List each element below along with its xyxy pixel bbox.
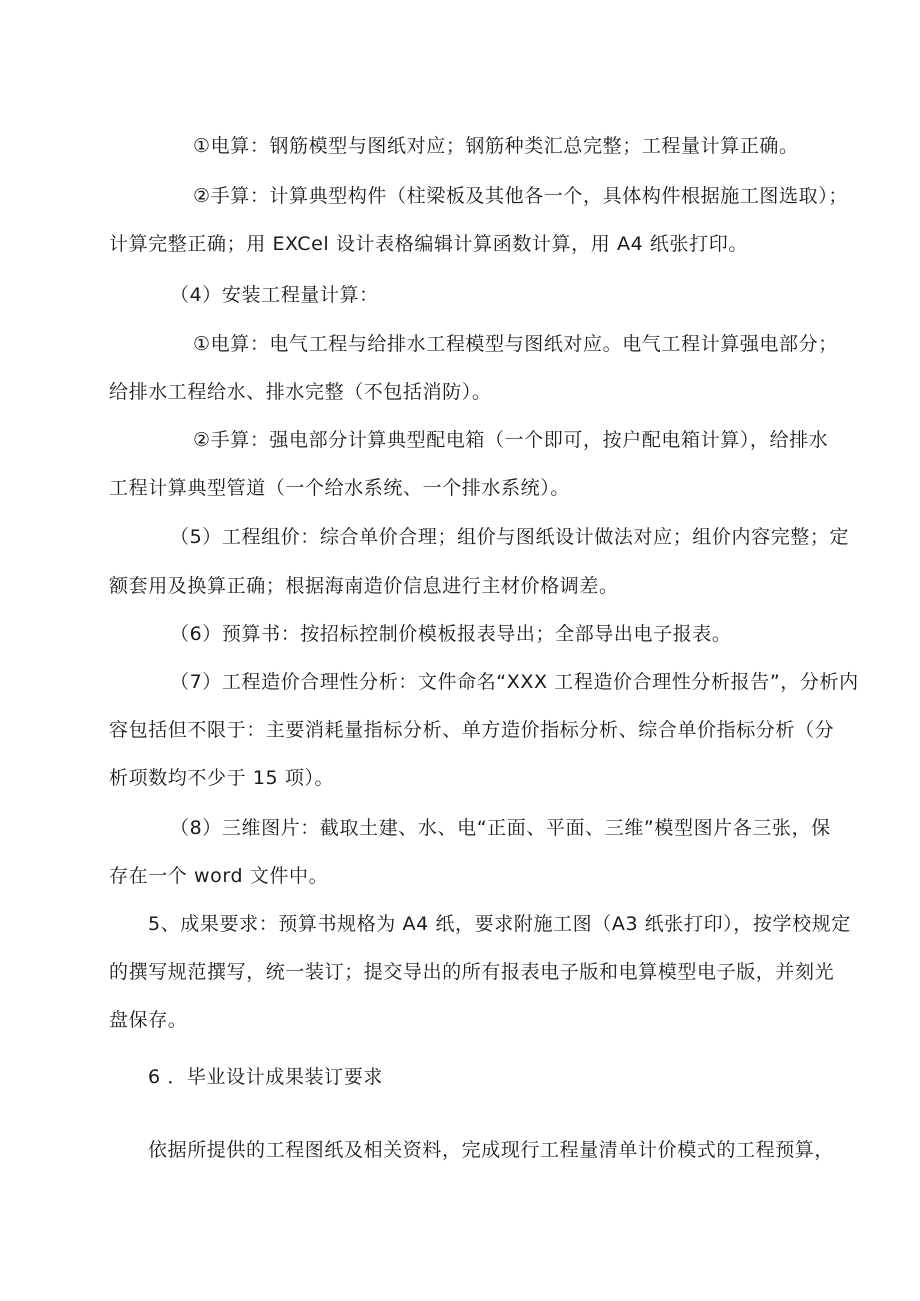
- text-line: ①电算：电气工程与给排水工程模型与图纸对应。电气工程计算强电部分；: [193, 333, 838, 355]
- text-line: （7）工程造价合理性分析：文件命名“XXX 工程造价合理性分析报告”，分析内: [170, 671, 859, 693]
- text-line: 工程计算典型管道（一个给水系统、一个排水系统）。: [109, 477, 570, 499]
- text-line: ②手算：强电部分计算典型配电箱（一个即可，按户配电箱计算），给排水: [193, 429, 829, 451]
- text-line: 5、成果要求：预算书规格为 A4 纸，要求附施工图（A3 纸张打印），按学校规定: [148, 913, 851, 935]
- text-line: ①电算：钢筋模型与图纸对应；钢筋种类汇总完整；工程量计算正确。: [193, 135, 799, 157]
- text-line: 盘保存。: [109, 1009, 188, 1031]
- text-line: 容包括但不限于：主要消耗量指标分析、单方造价指标分析、综合单价指标分析（分: [109, 719, 835, 741]
- text-line: 存在一个 word 文件中。: [109, 865, 329, 887]
- text-line: 额套用及换算正确；根据海南造价信息进行主材价格调差。: [109, 575, 619, 597]
- text-line: （8）三维图片：截取土建、水、电“正面、平面、三维”模型图片各三张，保: [170, 817, 831, 839]
- text-line: （4）安装工程量计算：: [170, 284, 379, 306]
- section-heading: 6 ．毕业设计成果装订要求: [148, 1066, 383, 1088]
- text-line: 的撰写规范撰写，统一装订；提交导出的所有报表电子版和电算模型电子版，并刻光: [109, 961, 835, 983]
- text-line: 给排水工程给水、排水完整（不包括消防）。: [109, 381, 492, 403]
- text-line: （6）预算书：按招标控制价模板报表导出；全部导出电子报表。: [170, 623, 732, 645]
- text-line: 计算完整正确；用 EXCel 设计表格编辑计算函数计算，用 A4 纸张打印。: [109, 233, 748, 255]
- text-line: ②手算：计算典型构件（柱梁板及其他各一个，具体构件根据施工图选取）；: [193, 185, 848, 207]
- text-line: 析项数均不少于 15 项）。: [109, 767, 335, 789]
- text-line: 依据所提供的工程图纸及相关资料，完成现行工程量清单计价模式的工程预算，: [148, 1139, 835, 1161]
- text-line: （5）工程组价：综合单价合理；组价与图纸设计做法对应；组价内容完整；定: [170, 526, 850, 548]
